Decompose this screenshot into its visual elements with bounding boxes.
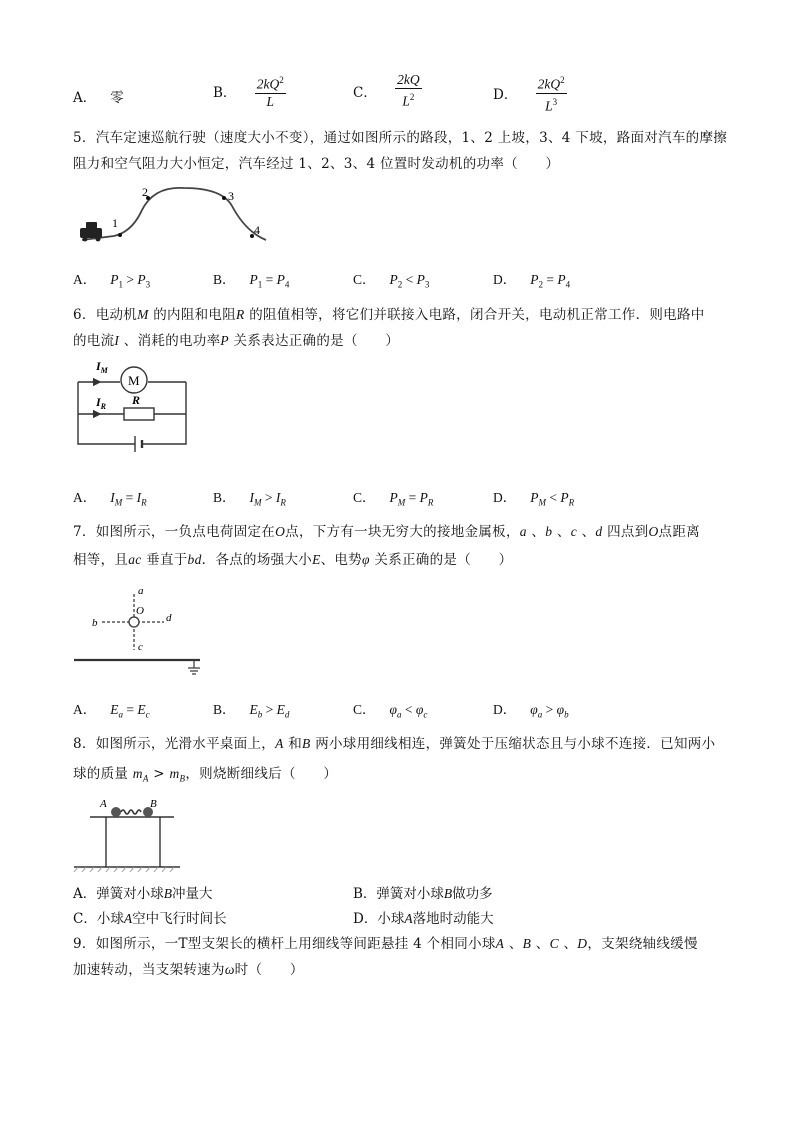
q6-option-b: B． $I_M > I_R$ [213, 490, 286, 508]
fig-label-c: c [138, 641, 143, 653]
q8-option-d: D．小球A落地时动能大 [353, 911, 494, 927]
q5-stem-line2: 阻力和空气阻力大小恒定，汽车经过 1、2、3、4 位置时发动机的功率（ ） [73, 156, 560, 172]
fig-label-b: B [150, 798, 157, 810]
q9-stem-line2: 加速转动，当支架转速为ω时（ ） [73, 962, 304, 978]
motor-label: M [128, 373, 140, 388]
q8-option-a: A．弹簧对小球B冲量大 [73, 886, 213, 902]
q8-option-b: B．弹簧对小球B做功多 [353, 886, 493, 902]
negative-charge [129, 617, 139, 627]
q8-stem-line1: 8．如图所示，光滑水平桌面上，A 和B 两小球用细线相连，弹簧处于压缩状态且与小球不连接．已知两小 [73, 736, 716, 752]
resistor-symbol [124, 408, 154, 420]
q6-option-a: A． $I_M = I_R$ [73, 490, 147, 508]
ground-icon [188, 660, 200, 674]
spring [121, 810, 141, 814]
q7-option-a: A． $E_a = E_c$ [73, 702, 150, 720]
q6-stem-line1: 6．电动机M 的内阻和电阻R 的阻值相等，将它们并联接入电路，闭合开关，电动机正常工作．则电路中 [73, 307, 705, 323]
q6-option-d: D． $P_M < P_R$ [493, 490, 575, 508]
current-label-im: $I_M$ [96, 359, 108, 375]
q5-option-b: B． $P_1 = P_4$ [213, 272, 290, 290]
q5-option-a: A． $P_1 > P_3$ [73, 272, 151, 290]
q4-option-d-fraction: $\frac{2kQ^2}{L^3}$ [536, 72, 567, 114]
q6-circuit-figure [70, 352, 195, 462]
q5-road-figure [74, 176, 274, 246]
q7-charge-figure [70, 580, 210, 680]
fig-label-d: d [166, 612, 172, 624]
q4-option-a: A． 零 [73, 90, 124, 106]
q6-stem-line2: 的电流I 、消耗的电功率P 关系表达正确的是（ ） [73, 333, 400, 349]
q7-stem-line1: 7．如图所示，一负点电荷固定在O点，下方有一块无穷大的接地金属板，a 、b 、c 、d 四点到O点距离 [73, 524, 700, 540]
q4-option-b-fraction: $\frac{2kQ^2}{L}$ [255, 72, 286, 110]
ball-a [111, 807, 121, 817]
q8-stem-line2: 球的质量 $m_A > m_B$，则烧断细线后（ ） [73, 766, 338, 784]
fig-label-a: A [100, 798, 107, 810]
battery-symbol [135, 436, 142, 452]
q4-option-d: D． $\frac{2kQ^2}{L^3}$ [493, 72, 567, 114]
q8-option-c: C．小球A空中飞行时间长 [73, 911, 227, 927]
q6-option-c: C． $P_M = P_R$ [353, 490, 434, 508]
q4-option-c-fraction: $\frac{2kQ}{L^2}$ [397, 72, 420, 109]
point-label-3: 3 [228, 189, 234, 203]
current-label-ir: $I_R$ [96, 395, 107, 411]
road-curve [82, 188, 266, 240]
q7-option-d: D． $\varphi_a > \varphi_b$ [493, 702, 569, 720]
q9-stem-line1: 9．如图所示，一T型支架长的横杆上用细线等间距悬挂 4 个相同小球A 、B 、C 、D，支架绕轴线缓慢 [73, 936, 698, 952]
q7-option-c: C． $\varphi_a < \varphi_c$ [353, 702, 428, 720]
q4-option-b: B． $\frac{2kQ^2}{L}$ [213, 72, 286, 110]
q5-stem-line1: 5．汽车定速巡航行驶（速度大小不变），通过如图所示的路段，1、2 上坡，3、4 下坡，路面对汽车的摩擦 [73, 130, 728, 146]
point-label-1: 1 [112, 216, 118, 230]
fig-label-a: a [138, 585, 144, 597]
fig-label-o: O [136, 605, 144, 617]
q5-option-c: C． $P_2 < P_3$ [353, 272, 430, 290]
q5-option-d: D． $P_2 = P_4$ [493, 272, 571, 290]
q7-option-b: B． $E_b > E_d$ [213, 702, 290, 720]
q4-option-c: C． $\frac{2kQ}{L^2}$ [353, 72, 420, 109]
fig-label-b: b [92, 617, 98, 629]
floor-hatch [74, 867, 174, 872]
point-label-4: 4 [254, 223, 260, 237]
q8-table-figure [72, 795, 182, 875]
point-label-2: 2 [142, 185, 148, 199]
q7-stem-line2: 相等，且ac 垂直于bd．各点的场强大小E、电势φ 关系正确的是（ ） [73, 552, 513, 568]
resistor-label: R [132, 393, 141, 407]
